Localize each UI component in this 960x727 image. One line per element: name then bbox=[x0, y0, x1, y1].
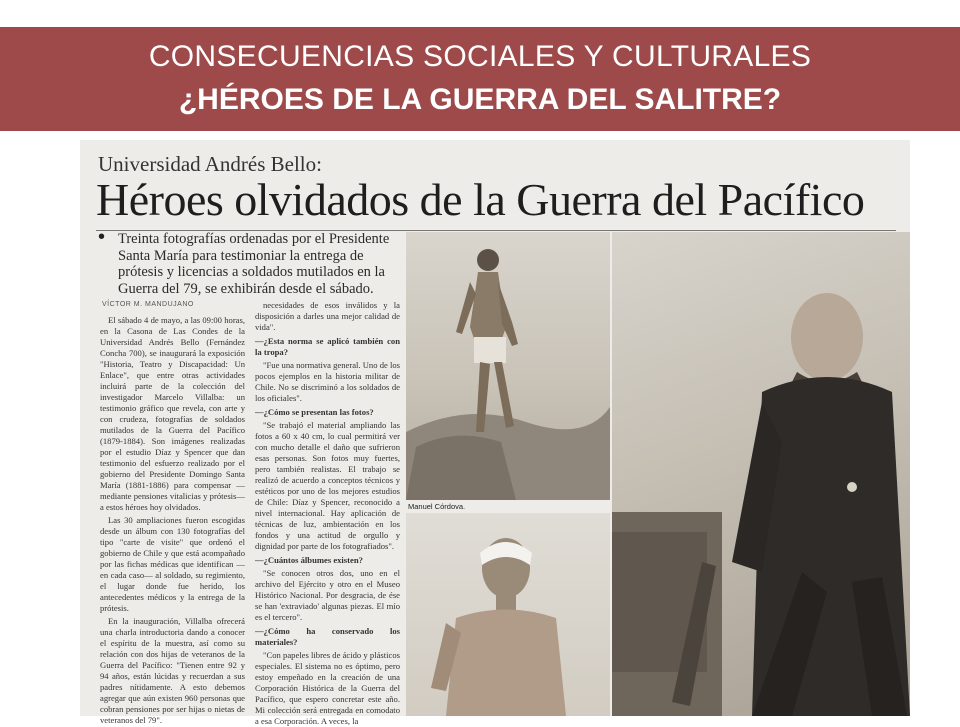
paragraph: "Se trabajó el material ampliando las fotos a 60 x 40 cm, lo cual permitirá ver con mucho detalle el daño que sufrieron esas personas. Son fotos muy fuertes, pero también realistas. El trabajo se realizó de acuerdo a conceptos técnicos y estéticos por uno de los mejores estudios de Chile: Díaz y Spencer, reconocido a nivel internacional. Hay aplicación de técnicas de luz, ambientación en los fondos y una actitud de orgullo y dignidad por parte de los fotografiados". bbox=[255, 420, 400, 551]
title-banner bbox=[0, 27, 960, 131]
paragraph: En la inauguración, Villalba ofrecerá una charla introductoria dando a conocer el espíritu de la muestra, así como su relación con dos hijas de veteranos de la Guerra del Pacífico: "Tienen entre 92 y 94 años, están lúcidas y recuerdan a sus padres nítidamente. A esto debemos agregar que aún existen 960 personas que cobran pensiones por ser hijas o nietas de veteranos del 79". bbox=[100, 616, 245, 725]
photo-soldier-standing bbox=[406, 232, 610, 500]
photo-officer-seated-illustration bbox=[612, 232, 910, 716]
photo-soldier-bandaged bbox=[406, 513, 610, 716]
paragraph: Las 30 ampliaciones fueron escogidas desde un álbum con 130 fotografías del tipo "carte de visite" que ordenó el gobierno de Chile y que está acompañado por las fichas médicas que identifican —en cada caso— al soldado, su regimiento, el lugar donde fue herido, los antecedentes médicos y la entrega de la prótesis. bbox=[100, 515, 245, 613]
newspaper-clipping bbox=[80, 140, 910, 726]
article-column-1 bbox=[100, 315, 245, 725]
article-kicker: Universidad Andrés Bello: bbox=[98, 152, 322, 176]
bullet-icon: • bbox=[98, 226, 106, 248]
interview-question: —¿Cómo se presentan las fotos? bbox=[255, 407, 374, 417]
interview-question: —¿Cuántos álbumes existen? bbox=[255, 555, 363, 565]
photo-soldier-standing-illustration bbox=[406, 232, 610, 500]
article-lede: Treinta fotografías ordenadas por el Presidente Santa María para testimoniar la entrega de prótesis y licencias a soldados mutilados en la Guerra del 79, se exhibirán desde el sábado. bbox=[118, 231, 390, 297]
article-byline: VÍCTOR M. MANDUJANO bbox=[102, 301, 194, 308]
paragraph: El sábado 4 de mayo, a las 09:00 horas, en la Casona de Las Condes de la Universidad Andrés Bello (Fernández Concha 700), se inaugurará la exposición "Historia, Teatro y Discapacidad: Un Enlace", que entre otras actividades incluirá parte de la colección del investigador Marcelo Villalba: un testimonio gráfico que revela, con arte y con crudeza, fotografías de soldados mutilados de la Guerra del Pacífico (1879-1884). Son imágenes realizadas por el estudio Díaz y Spencer que dan testimonio del esfuerzo realizado por el gobierno del Presidente Domingo Santa María (1881-1886) para compensar —mediante pensiones vitalicias y prótesis— a estos héroes hoy olvidados. bbox=[100, 315, 245, 512]
interview-question: —¿Esta norma se aplicó también con la tropa? bbox=[255, 336, 400, 357]
article-column-2 bbox=[255, 300, 400, 726]
interview-question: —¿Cómo ha conservado los materiales? bbox=[255, 626, 400, 647]
paragraph: "Se conocen otros dos, uno en el archivo del Ejército y otro en el Museo Histórico Nacional. Por desgracia, de ése se han 'extraviado' algunas piezas. El mío es el tercero". bbox=[255, 568, 400, 622]
slide-title-line-1: CONSECUENCIAS SOCIALES Y CULTURALES bbox=[148, 40, 812, 73]
photo-officer-seated bbox=[612, 232, 910, 716]
paragraph: "Fue una normativa general. Uno de los pocos ejemplos en la historia militar de Chile. No se discriminó a los soldados de los oficiales". bbox=[255, 360, 400, 403]
photo-soldier-bandaged-illustration bbox=[406, 513, 610, 716]
photo-caption: Manuel Córdova. bbox=[408, 502, 466, 511]
article-headline: Héroes olvidados de la Guerra del Pacífico bbox=[96, 174, 865, 225]
paragraph: necesidades de esos inválidos y la disposición a darles una mejor calidad de vida". bbox=[255, 300, 400, 332]
slide-title-line-2: ¿HÉROES DE LA GUERRA DEL SALITRE? bbox=[178, 83, 782, 116]
paragraph: "Con papeles libres de ácido y plásticos especiales. El sistema no es óptimo, pero estoy empeñado en la creación de una Corporación Histórica de la Guerra del Pacífico, que espero concretar este año. Mi colección será entregada en comodato a esa Corporación. A veces, la bbox=[255, 650, 400, 726]
